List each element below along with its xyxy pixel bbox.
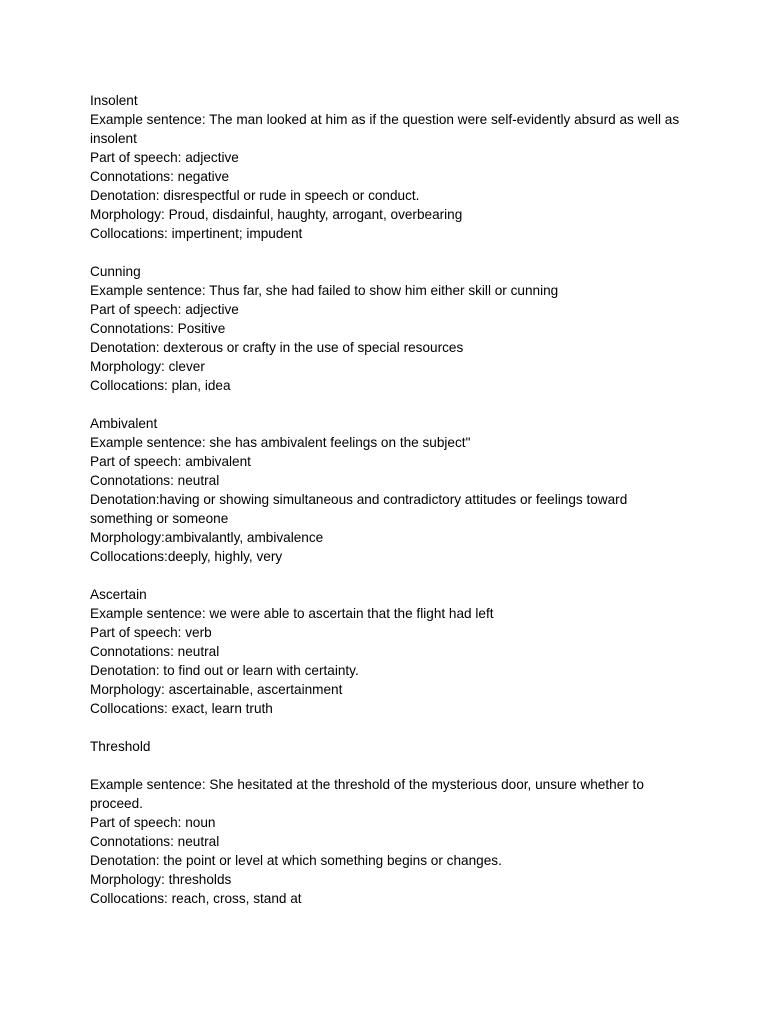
entry-denotation: Denotation: disrespectful or rude in speech or conduct. bbox=[90, 188, 420, 203]
entry-word: Ambivalent bbox=[90, 416, 158, 431]
entry-word: Cunning bbox=[90, 264, 141, 279]
entry-word: Ascertain bbox=[90, 587, 147, 602]
entry-example: Example sentence: The man looked at him as if the question were self-evidently absurd as well as insolent bbox=[90, 112, 680, 146]
entry-morphology: Morphology: Proud, disdainful, haughty, arrogant, overbearing bbox=[90, 207, 463, 222]
entry-collocations: Collocations: exact, learn truth bbox=[90, 701, 273, 716]
entry-ascertain bbox=[90, 585, 680, 718]
blank-line bbox=[90, 395, 680, 414]
entry-part-of-speech: Part of speech: ambivalent bbox=[90, 454, 251, 469]
entry-word: Insolent bbox=[90, 93, 138, 108]
blank-line bbox=[90, 243, 680, 262]
entry-part-of-speech: Part of speech: adjective bbox=[90, 150, 239, 165]
entry-word: Threshold bbox=[90, 739, 151, 754]
entry-denotation: Denotation: the point or level at which something begins or changes. bbox=[90, 853, 502, 868]
entry-morphology: Morphology:ambivalantly, ambivalence bbox=[90, 530, 324, 545]
entry-example: Example sentence: She hesitated at the threshold of the mysterious door, unsure whether to proceed. bbox=[90, 777, 644, 811]
entry-connotations: Connotations: negative bbox=[90, 169, 230, 184]
entry-denotation: Denotation: dexterous or crafty in the use of special resources bbox=[90, 340, 464, 355]
entry-connotations: Connotations: neutral bbox=[90, 644, 220, 659]
entry-connotations: Connotations: Positive bbox=[90, 321, 226, 336]
entry-connotations: Connotations: neutral bbox=[90, 473, 220, 488]
entry-collocations: Collocations: reach, cross, stand at bbox=[90, 891, 302, 906]
entry-insolent bbox=[90, 91, 680, 243]
entry-morphology: Morphology: thresholds bbox=[90, 872, 232, 887]
entry-part-of-speech: Part of speech: noun bbox=[90, 815, 216, 830]
entry-threshold bbox=[90, 737, 680, 908]
entry-morphology: Morphology: clever bbox=[90, 359, 205, 374]
entry-collocations: Collocations: plan, idea bbox=[90, 378, 231, 393]
entry-denotation: Denotation:having or showing simultaneous and contradictory attitudes or feelings toward something or someone bbox=[90, 492, 628, 526]
entry-collocations: Collocations:deeply, highly, very bbox=[90, 549, 283, 564]
entry-ambivalent bbox=[90, 414, 680, 566]
entry-example: Example sentence: she has ambivalent feelings on the subject" bbox=[90, 435, 471, 450]
entry-example: Example sentence: Thus far, she had failed to show him either skill or cunning bbox=[90, 283, 559, 298]
blank-line bbox=[90, 566, 680, 585]
entry-connotations: Connotations: neutral bbox=[90, 834, 220, 849]
entry-morphology: Morphology: ascertainable, ascertainment bbox=[90, 682, 343, 697]
document-page bbox=[90, 91, 680, 908]
entry-part-of-speech: Part of speech: adjective bbox=[90, 302, 239, 317]
entry-example: Example sentence: we were able to ascertain that the flight had left bbox=[90, 606, 494, 621]
entry-part-of-speech: Part of speech: verb bbox=[90, 625, 212, 640]
entry-cunning bbox=[90, 262, 680, 395]
blank-line bbox=[90, 756, 680, 775]
blank-line bbox=[90, 718, 680, 737]
entry-denotation: Denotation: to find out or learn with certainty. bbox=[90, 663, 359, 678]
entry-collocations: Collocations: impertinent; impudent bbox=[90, 226, 303, 241]
